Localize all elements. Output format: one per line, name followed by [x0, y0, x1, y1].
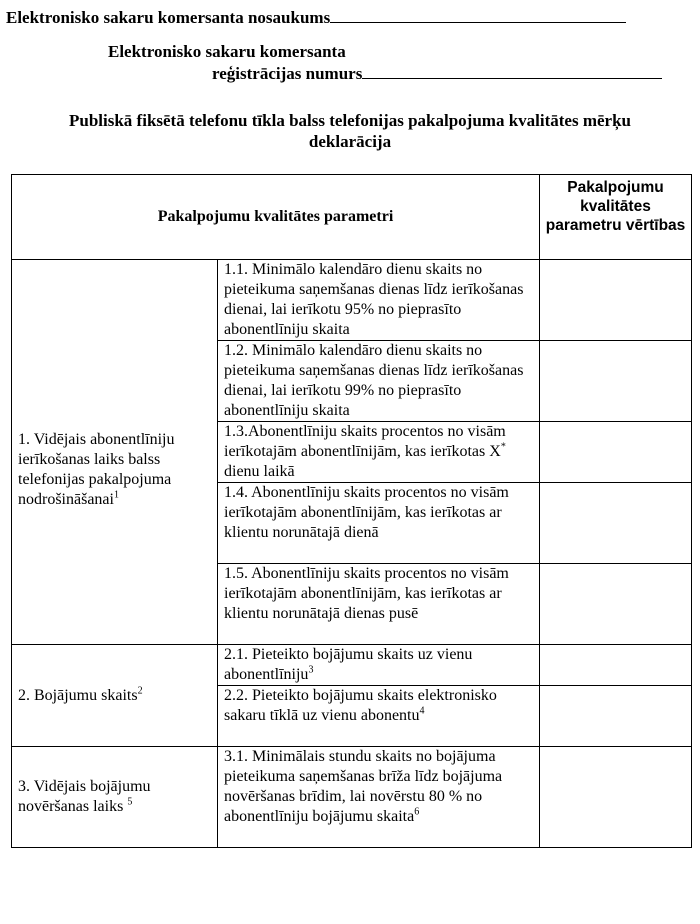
table-row: [12, 645, 692, 686]
title-line-2: deklarācija: [308, 132, 392, 151]
reg-number-row: [212, 64, 662, 84]
operator-name-row: [6, 8, 626, 28]
header-values: Pakalpojumu kvalitātes parametru vērtības: [540, 175, 692, 260]
value-cell-2-2[interactable]: [540, 686, 692, 747]
group-2-label: 2. Bojājumu skaits$^2$: [12, 645, 218, 747]
group-1-label: 1. Vidējais abonentlīniju ierīkošanas laiks balss telefonijas pakalpojuma nodrošināšanai$^1$: [12, 260, 218, 645]
group-3-label: 3. Vidējais bojājumu novēršanas laiks $^5$: [12, 747, 218, 848]
reg-number-line[interactable]: [362, 64, 662, 79]
table-row: [12, 260, 692, 341]
table-row: [12, 747, 692, 848]
value-cell-1-3[interactable]: [540, 422, 692, 483]
quality-parameters-table: [11, 174, 692, 848]
value-cell-2-1[interactable]: [540, 645, 692, 686]
reg-number-label-line1: Elektronisko sakaru komersanta: [108, 42, 346, 61]
param-1-2: 1.2. Minimālo kalendāro dienu skaits no pieteikuma saņemšanas dienas līdz ierīkošanas dienai, lai ierīkotu 99% no pieprasīto abonentlīniju skaita: [218, 341, 540, 422]
param-2-1: 2.1. Pieteikto bojājumu skaits uz vienu abonentlīniju$^3$: [218, 645, 540, 686]
param-1-3: 1.3.Abonentlīniju skaits procentos no visām ierīkotajām abonentlīnijām, kas ierīkotas X* dienu laikā: [218, 422, 540, 483]
operator-name-label: Elektronisko sakaru komersanta nosaukums: [6, 8, 331, 27]
document-title: [14, 110, 686, 152]
param-1-5: 1.5. Abonentlīniju skaits procentos no visām ierīkotajām abonentlīnijām, kas ierīkotas ar klientu norunātajā dienas pusē: [218, 564, 540, 645]
value-cell-3-1[interactable]: [540, 747, 692, 848]
operator-name-line[interactable]: [330, 8, 626, 23]
table-header-row: [12, 175, 692, 260]
value-cell-1-4[interactable]: [540, 483, 692, 564]
title-line-1: Publiskā fiksētā telefonu tīkla balss telefonijas pakalpojuma kvalitātes mērķu: [69, 111, 631, 130]
param-2-2: 2.2. Pieteikto bojājumu skaits elektronisko sakaru tīklā uz vienu abonentu$^4$: [218, 686, 540, 747]
value-cell-1-1[interactable]: [540, 260, 692, 341]
param-1-1: 1.1. Minimālo kalendāro dienu skaits no pieteikuma saņemšanas dienas līdz ierīkošanas dienai, lai ierīkotu 95% no pieprasīto abonentlīniju skaita: [218, 260, 540, 341]
value-cell-1-2[interactable]: [540, 341, 692, 422]
value-cell-1-5[interactable]: [540, 564, 692, 645]
reg-number-label-line2: reģistrācijas numurs: [212, 64, 363, 83]
param-3-1: 3.1. Minimālais stundu skaits no bojājuma pieteikuma saņemšanas brīža līdz bojājuma novēršanas brīdim, lai novērstu 80 % no abonentlīniju bojājumu skaita$^6$: [218, 747, 540, 848]
param-1-4: 1.4. Abonentlīniju skaits procentos no visām ierīkotajām abonentlīnijām, kas ierīkotas ar klientu norunātajā dienā: [218, 483, 540, 564]
header-params: Pakalpojumu kvalitātes parametri: [12, 175, 540, 260]
